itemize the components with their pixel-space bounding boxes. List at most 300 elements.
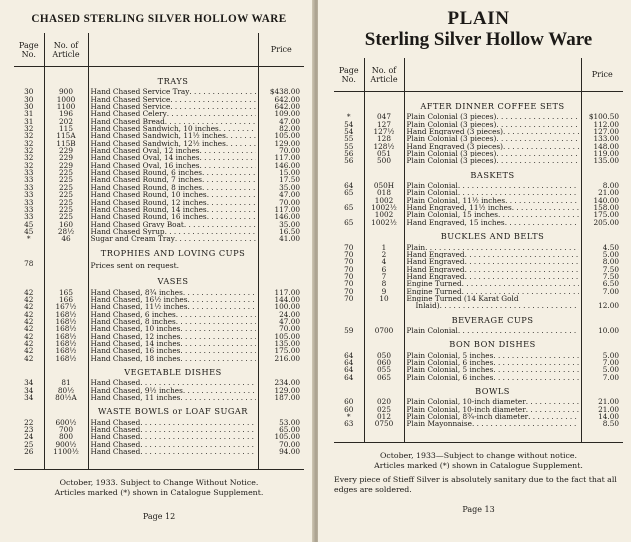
row-description-wrap bbox=[407, 352, 579, 359]
row-article-number: 800 bbox=[44, 433, 88, 440]
row-page-number: * bbox=[14, 235, 44, 242]
row-price bbox=[581, 295, 623, 302]
row-price: 187.00 bbox=[274, 394, 300, 402]
row-description-wrap bbox=[91, 154, 256, 161]
row-page-number: 70 bbox=[334, 258, 364, 265]
row-article-number: 8 bbox=[364, 280, 404, 287]
row-article-number: 1002½ bbox=[364, 219, 404, 226]
row-description-cell bbox=[88, 260, 258, 271]
column-header-price: Price bbox=[258, 33, 304, 67]
dot-leader bbox=[207, 199, 256, 206]
section-heading-row bbox=[334, 165, 623, 182]
dot-leader bbox=[526, 406, 579, 413]
row-description-wrap bbox=[91, 347, 256, 354]
dot-leader bbox=[176, 318, 256, 325]
row-page-number: 70 bbox=[334, 273, 364, 280]
row-description: Hand Chased, 9½ inches bbox=[90, 386, 183, 395]
table-row bbox=[334, 157, 623, 164]
dot-leader bbox=[496, 150, 578, 157]
row-article-number: 020 bbox=[364, 398, 404, 405]
row-description-cell bbox=[88, 333, 258, 340]
row-page-number: 23 bbox=[14, 426, 44, 433]
row-article-number: 168½ bbox=[44, 318, 88, 325]
row-price: 70.00 bbox=[279, 440, 300, 449]
section-heading: BUCKLES AND BELTS bbox=[404, 226, 581, 243]
row-page-number: 34 bbox=[14, 394, 44, 401]
row-price: 135.00 bbox=[274, 340, 300, 348]
row-article-number: 018 bbox=[364, 189, 404, 196]
row-description-wrap bbox=[407, 219, 579, 226]
dot-leader bbox=[180, 340, 255, 347]
row-description-cell bbox=[88, 103, 258, 110]
dot-leader bbox=[493, 374, 578, 381]
row-price: 105.00 bbox=[274, 332, 300, 340]
table-row bbox=[14, 132, 304, 139]
row-description-cell bbox=[88, 448, 258, 455]
row-description: Plain Colonial, 15 inches bbox=[406, 211, 498, 219]
row-article-number: 127 bbox=[364, 121, 404, 128]
row-description-wrap bbox=[91, 147, 256, 154]
section-heading-cell-page bbox=[334, 226, 364, 243]
row-description: Hand Chased Round, 12 inches bbox=[90, 198, 207, 206]
row-description-wrap bbox=[91, 311, 256, 318]
dot-leader bbox=[465, 273, 579, 280]
row-description-wrap bbox=[91, 289, 256, 296]
row-description-wrap bbox=[407, 266, 579, 273]
dot-leader bbox=[462, 280, 579, 287]
dot-leader bbox=[496, 113, 578, 120]
row-description: Engine Turned bbox=[406, 287, 462, 295]
row-description-wrap bbox=[91, 441, 256, 448]
row-page-number: * bbox=[334, 413, 364, 420]
row-page-number: 32 bbox=[14, 140, 44, 147]
row-page-number: 65 bbox=[334, 204, 364, 211]
row-description-wrap bbox=[91, 318, 256, 325]
row-article-number: 80½A bbox=[44, 394, 88, 401]
column-header-article: No. of Article bbox=[364, 58, 404, 92]
row-price: 8.00 bbox=[602, 258, 619, 266]
table-row bbox=[14, 206, 304, 213]
row-price: 175.00 bbox=[274, 347, 300, 355]
row-article-number: 1002½ bbox=[364, 204, 404, 211]
row-article-number: 012 bbox=[364, 413, 404, 420]
row-price: 14.00 bbox=[598, 413, 619, 421]
row-page-number bbox=[334, 211, 364, 218]
dot-leader bbox=[440, 302, 579, 309]
row-price: 4.50 bbox=[602, 243, 619, 251]
row-description-wrap bbox=[91, 221, 256, 228]
row-page-number: 33 bbox=[14, 206, 44, 213]
section-heading-cell-page bbox=[14, 243, 44, 260]
column-header-page: Page No. bbox=[14, 33, 44, 67]
row-article-number: 700 bbox=[44, 426, 88, 433]
section-heading-cell-page bbox=[14, 71, 44, 88]
row-article-number: 160 bbox=[44, 221, 88, 228]
row-description-cell bbox=[404, 157, 581, 164]
row-price: 8.00 bbox=[602, 182, 619, 190]
row-description-cell bbox=[88, 118, 258, 125]
section-heading: BON BON DISHES bbox=[404, 334, 581, 351]
table-row bbox=[334, 251, 623, 258]
row-description-wrap bbox=[91, 235, 256, 242]
row-description: Hand Engraved bbox=[406, 258, 465, 266]
row-description: Hand Chased Oval, 16 inches bbox=[90, 161, 200, 170]
row-page-number: 42 bbox=[14, 318, 44, 325]
dot-leader bbox=[140, 441, 255, 448]
row-description-wrap bbox=[407, 295, 579, 302]
dot-leader bbox=[462, 288, 579, 295]
dot-leader bbox=[496, 135, 578, 142]
table-row bbox=[334, 413, 623, 420]
row-description-cell bbox=[88, 213, 258, 220]
row-article-number: 1000 bbox=[44, 96, 88, 103]
row-description: Hand Chased Gravy Boat bbox=[90, 220, 184, 228]
row-description-wrap bbox=[91, 433, 256, 440]
section-heading-cell-price bbox=[581, 310, 623, 327]
dot-leader bbox=[512, 204, 579, 211]
row-description-wrap bbox=[407, 211, 579, 218]
row-description: Hand Chased Syrup bbox=[90, 227, 165, 236]
row-article-number: 10 bbox=[364, 295, 404, 302]
dot-leader bbox=[140, 379, 255, 386]
table-row bbox=[14, 433, 304, 440]
row-article-number: 1100½ bbox=[44, 448, 88, 455]
row-article-number: 28½ bbox=[44, 228, 88, 235]
row-description-wrap bbox=[407, 128, 579, 135]
dot-leader bbox=[187, 303, 255, 310]
row-description-wrap bbox=[91, 228, 256, 235]
table-row bbox=[334, 204, 623, 211]
row-page-number: 33 bbox=[14, 176, 44, 183]
row-article-number: 165 bbox=[44, 289, 88, 296]
row-description: Hand Chased, 6 inches bbox=[90, 310, 176, 318]
row-page-number: 31 bbox=[14, 118, 44, 125]
table-row bbox=[14, 125, 304, 132]
row-price: 234.00 bbox=[274, 379, 300, 387]
table-row bbox=[334, 189, 623, 196]
row-price: 70.00 bbox=[279, 198, 300, 206]
row-description: Plain Colonial (3 pieces) bbox=[406, 135, 497, 143]
row-page-number: 42 bbox=[14, 347, 44, 354]
row-description-cell bbox=[404, 150, 581, 157]
table-row bbox=[334, 374, 623, 381]
table-row bbox=[14, 289, 304, 296]
table-row bbox=[14, 103, 304, 110]
table-row bbox=[14, 228, 304, 235]
row-price: 175.00 bbox=[593, 211, 619, 219]
row-description-wrap bbox=[91, 162, 256, 169]
table-row bbox=[14, 235, 304, 242]
table-row bbox=[334, 211, 623, 218]
section-heading: VEGETABLE DISHES bbox=[88, 362, 258, 379]
row-page-number: 55 bbox=[334, 135, 364, 142]
row-article-number: 7 bbox=[364, 273, 404, 280]
row-description: Prices sent on request. bbox=[90, 260, 180, 270]
row-description: Plain Colonial, 8¾-inch diameter bbox=[406, 413, 529, 421]
row-description-wrap bbox=[407, 374, 579, 381]
table-row bbox=[334, 135, 623, 142]
section-heading-cell-article bbox=[44, 71, 88, 88]
row-page-number: 64 bbox=[334, 374, 364, 381]
row-price: 24.00 bbox=[279, 310, 300, 318]
dot-leader bbox=[425, 244, 578, 251]
row-description: Hand Chased Round, 10 inches bbox=[90, 191, 207, 199]
row-description-cell bbox=[404, 244, 581, 251]
table-row bbox=[14, 213, 304, 220]
dot-leader bbox=[170, 103, 255, 110]
table-row bbox=[14, 340, 304, 347]
row-description-cell bbox=[88, 96, 258, 103]
row-page-number: 30 bbox=[14, 88, 44, 95]
row-page-number: 42 bbox=[14, 333, 44, 340]
row-price: 127.00 bbox=[593, 128, 619, 136]
row-description: Hand Chased bbox=[90, 426, 141, 434]
section-heading-cell-article bbox=[44, 271, 88, 288]
section-heading-row bbox=[14, 362, 304, 379]
row-article-number: 2 bbox=[364, 251, 404, 258]
table-row bbox=[14, 147, 304, 154]
dot-leader bbox=[170, 96, 255, 103]
row-description: Plain Colonial (3 pieces) bbox=[406, 157, 497, 165]
table-bottom-spacer bbox=[334, 428, 623, 443]
row-price: 146.00 bbox=[274, 161, 300, 170]
row-description: Hand Chased, 16½ inches bbox=[90, 295, 188, 304]
row-article-number: 128½ bbox=[364, 143, 404, 150]
row-description: Plain Colonial (3 pieces) bbox=[406, 113, 497, 121]
row-description-cell bbox=[88, 199, 258, 206]
row-description: Hand Chased, 14 inches bbox=[90, 340, 181, 348]
row-description-wrap bbox=[407, 273, 579, 280]
dot-leader bbox=[176, 311, 256, 318]
row-description-wrap bbox=[407, 244, 579, 251]
row-description: Hand Chased Oval, 14 inches bbox=[90, 154, 200, 162]
row-description: Plain Colonial, 5 inches bbox=[406, 366, 494, 374]
right-price-table bbox=[334, 58, 623, 443]
section-heading-cell-page bbox=[334, 165, 364, 182]
table-row bbox=[14, 379, 304, 386]
row-description: Hand Chased, 10 inches bbox=[90, 325, 181, 333]
row-page-number: 64 bbox=[334, 352, 364, 359]
dot-leader bbox=[472, 420, 579, 427]
row-description: Hand Chased bbox=[90, 418, 141, 427]
row-description-cell bbox=[88, 125, 258, 132]
row-price: 112.00 bbox=[593, 120, 619, 129]
row-description-wrap bbox=[91, 333, 256, 340]
row-article-number: 055 bbox=[364, 366, 404, 373]
row-description: Hand Chased bbox=[90, 440, 141, 449]
row-description-wrap bbox=[91, 387, 256, 394]
row-article-number: 168½ bbox=[44, 333, 88, 340]
row-page-number: 42 bbox=[14, 289, 44, 296]
row-article-number: 225 bbox=[44, 176, 88, 183]
dot-leader bbox=[505, 197, 578, 204]
row-description-wrap bbox=[407, 113, 579, 120]
row-price: 216.00 bbox=[274, 354, 300, 363]
row-description: Hand Chased Service bbox=[90, 95, 171, 104]
row-description-wrap bbox=[407, 121, 579, 128]
row-price: 148.00 bbox=[593, 142, 619, 151]
row-page-number: 70 bbox=[334, 266, 364, 273]
row-description-cell bbox=[404, 359, 581, 366]
row-description-wrap bbox=[407, 280, 579, 287]
right-page bbox=[318, 0, 631, 542]
row-price: 5.00 bbox=[602, 366, 619, 374]
table-row bbox=[14, 347, 304, 354]
row-description-wrap bbox=[91, 169, 256, 176]
table-row bbox=[14, 318, 304, 325]
row-description-cell bbox=[404, 143, 581, 150]
row-page-number: 32 bbox=[14, 154, 44, 161]
row-description: Plain Colonial bbox=[406, 189, 458, 197]
row-description: Hand Chased Round, 6 inches bbox=[90, 169, 203, 177]
row-description: Hand Chased, 11½ inches bbox=[90, 303, 188, 311]
row-page-number: 30 bbox=[14, 96, 44, 103]
table-row bbox=[334, 266, 623, 273]
row-description: Plain Colonial, 11½ inches bbox=[406, 196, 506, 205]
row-description-wrap bbox=[407, 189, 579, 196]
row-description-wrap bbox=[407, 359, 579, 366]
dot-leader bbox=[496, 157, 578, 164]
row-page-number: 65 bbox=[334, 189, 364, 196]
row-description: Hand Engraved (3 pieces) bbox=[406, 128, 503, 136]
row-description-cell bbox=[88, 387, 258, 394]
row-description-wrap bbox=[91, 96, 256, 103]
row-page-number: 54 bbox=[334, 128, 364, 135]
right-footer-date: October, 1933—Subject to change without notice. bbox=[380, 450, 577, 460]
row-description-cell bbox=[88, 206, 258, 213]
section-heading-cell-page bbox=[14, 362, 44, 379]
left-page-number: Page 12 bbox=[142, 512, 176, 522]
dot-leader bbox=[184, 221, 256, 228]
row-article-number bbox=[364, 302, 404, 309]
column-header-description bbox=[88, 33, 258, 67]
row-description-cell bbox=[404, 413, 581, 420]
row-description-cell bbox=[404, 280, 581, 287]
row-page-number: 42 bbox=[14, 340, 44, 347]
dot-leader bbox=[498, 211, 579, 218]
row-article-number: 1 bbox=[364, 244, 404, 251]
row-article-number: 168½ bbox=[44, 325, 88, 332]
table-row bbox=[334, 406, 623, 413]
row-page-number: 34 bbox=[14, 387, 44, 394]
dot-leader bbox=[496, 121, 578, 128]
row-description: Hand Chased, 18 inches bbox=[90, 354, 181, 363]
row-article-number: 1002 bbox=[364, 211, 404, 218]
dot-leader bbox=[458, 327, 579, 334]
table-row bbox=[14, 88, 304, 95]
dot-leader bbox=[180, 325, 255, 332]
row-description-cell bbox=[404, 374, 581, 381]
section-heading-cell-page bbox=[334, 334, 364, 351]
section-heading-cell-price bbox=[581, 165, 623, 182]
row-article-number: 127½ bbox=[364, 128, 404, 135]
row-price: 109.00 bbox=[274, 110, 300, 118]
column-header-price: Price bbox=[581, 58, 623, 92]
row-price: 7.00 bbox=[602, 287, 619, 295]
dot-leader bbox=[528, 413, 578, 420]
row-article-number: 168½ bbox=[44, 347, 88, 354]
row-page-number: 32 bbox=[14, 162, 44, 169]
row-description-wrap bbox=[407, 204, 579, 211]
row-price: 70.00 bbox=[279, 325, 300, 333]
row-article-number: 1100 bbox=[44, 103, 88, 110]
row-description-cell bbox=[88, 426, 258, 433]
row-page-number: 26 bbox=[14, 448, 44, 455]
row-description: Hand Chased, 8 inches bbox=[90, 317, 176, 326]
row-description-cell bbox=[404, 302, 581, 309]
table-row bbox=[14, 118, 304, 125]
dot-leader bbox=[226, 140, 256, 147]
table-row bbox=[14, 96, 304, 103]
row-article-number: 229 bbox=[44, 147, 88, 154]
left-price-table bbox=[14, 33, 304, 470]
row-description-cell bbox=[404, 420, 581, 427]
row-description: Hand Chased Service Tray bbox=[90, 88, 190, 96]
table-row bbox=[334, 150, 623, 157]
row-page-number: 59 bbox=[334, 327, 364, 334]
row-page-number: 45 bbox=[14, 221, 44, 228]
row-page-number: 70 bbox=[334, 244, 364, 251]
dot-leader bbox=[207, 206, 256, 213]
row-price: 100.00 bbox=[274, 303, 300, 311]
row-price: 53.00 bbox=[279, 418, 300, 427]
row-description-wrap bbox=[91, 110, 256, 117]
row-page-number: 32 bbox=[14, 125, 44, 132]
table-row bbox=[14, 184, 304, 191]
row-page-number: 31 bbox=[14, 110, 44, 117]
table-row bbox=[14, 426, 304, 433]
row-description-wrap bbox=[407, 288, 579, 295]
left-page bbox=[0, 0, 314, 542]
table-row bbox=[334, 302, 623, 309]
dot-leader bbox=[458, 189, 579, 196]
row-description: Hand Chased Service bbox=[90, 103, 171, 111]
dot-leader bbox=[200, 154, 256, 161]
row-description-cell bbox=[404, 189, 581, 196]
row-page-number: 55 bbox=[334, 143, 364, 150]
table-row bbox=[14, 140, 304, 147]
row-description-wrap bbox=[91, 340, 256, 347]
row-page-number: 32 bbox=[14, 132, 44, 139]
table-row bbox=[14, 333, 304, 340]
row-article-number: 166 bbox=[44, 296, 88, 303]
row-description-cell bbox=[88, 147, 258, 154]
row-price: $438.00 bbox=[269, 88, 300, 96]
dot-leader bbox=[165, 228, 256, 235]
row-article-number: 115 bbox=[44, 125, 88, 132]
dot-leader bbox=[200, 162, 256, 169]
row-article-number bbox=[44, 260, 88, 271]
dot-leader bbox=[458, 182, 579, 189]
section-heading-cell-article bbox=[364, 96, 404, 113]
section-heading-cell-price bbox=[258, 401, 304, 418]
section-heading-row bbox=[334, 381, 623, 398]
row-description-cell bbox=[88, 191, 258, 198]
row-price: 47.00 bbox=[279, 117, 300, 126]
right-page-subtitle: Sterling Silver Hollow Ware bbox=[364, 29, 593, 50]
row-description: Hand Engraved bbox=[406, 250, 465, 259]
row-description: Sugar and Cream Tray bbox=[90, 235, 175, 243]
row-price: 642.00 bbox=[274, 103, 300, 111]
row-description-wrap bbox=[407, 413, 579, 420]
section-heading-cell-page bbox=[334, 381, 364, 398]
row-description-wrap bbox=[407, 135, 579, 142]
row-description-wrap bbox=[91, 199, 256, 206]
row-description: Hand Engraved (3 pieces) bbox=[406, 142, 503, 151]
row-description-cell bbox=[88, 303, 258, 310]
dot-leader bbox=[505, 219, 579, 226]
dot-leader bbox=[493, 352, 578, 359]
